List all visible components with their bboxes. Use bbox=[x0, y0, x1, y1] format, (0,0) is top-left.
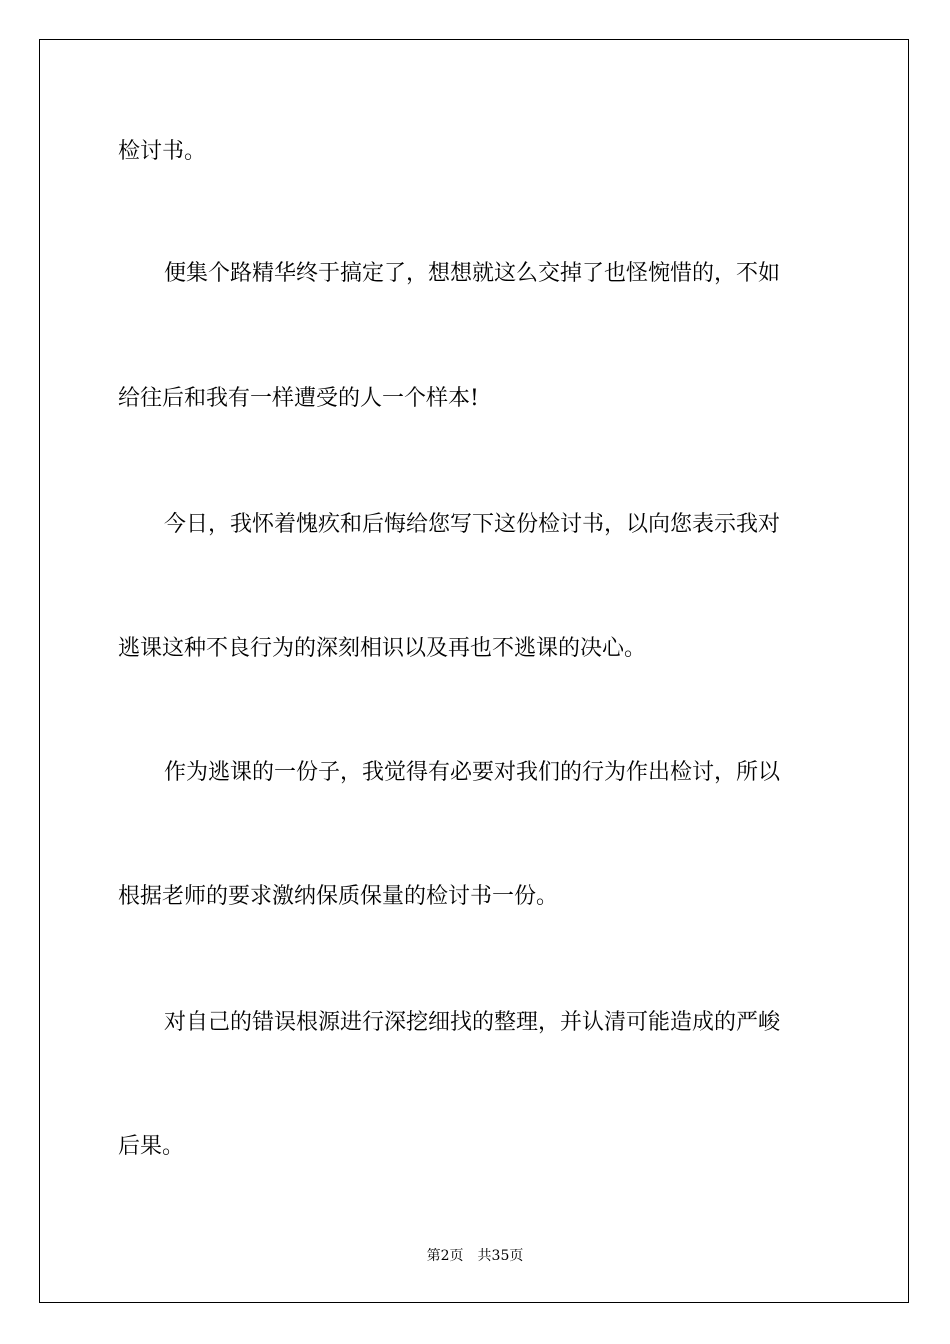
page-total: 共35页 bbox=[477, 1248, 524, 1264]
paragraph-2-line-1: 今日，我怀着愧疚和后悔给您写下这份检讨书，以向您表示我对 bbox=[164, 512, 781, 537]
page-number: 第2页 bbox=[426, 1248, 464, 1264]
paragraph-1-line-2: 给往后和我有一样遭受的人一个样本! bbox=[118, 386, 479, 411]
paragraph-2-line-2: 逃课这种不良行为的深刻相识以及再也不逃课的决心。 bbox=[118, 636, 647, 661]
page-border bbox=[39, 39, 909, 1303]
paragraph-3-line-2: 根据老师的要求激纳保质保量的检讨书一份。 bbox=[118, 884, 559, 909]
paragraph-4-line-1: 对自己的错误根源进行深挖细找的整理，并认清可能造成的严峻 bbox=[164, 1010, 781, 1035]
paragraph-3-line-1: 作为逃课的一份子，我觉得有必要对我们的行为作出检讨，所以 bbox=[164, 760, 781, 785]
paragraph-4-line-2: 后果。 bbox=[118, 1134, 185, 1159]
text-line-1: 检讨书。 bbox=[118, 139, 207, 164]
paragraph-1-line-1: 便集个路精华终于搞定了，想想就这么交掉了也怪惋惜的，不如 bbox=[164, 261, 781, 286]
page-footer bbox=[0, 1246, 950, 1266]
